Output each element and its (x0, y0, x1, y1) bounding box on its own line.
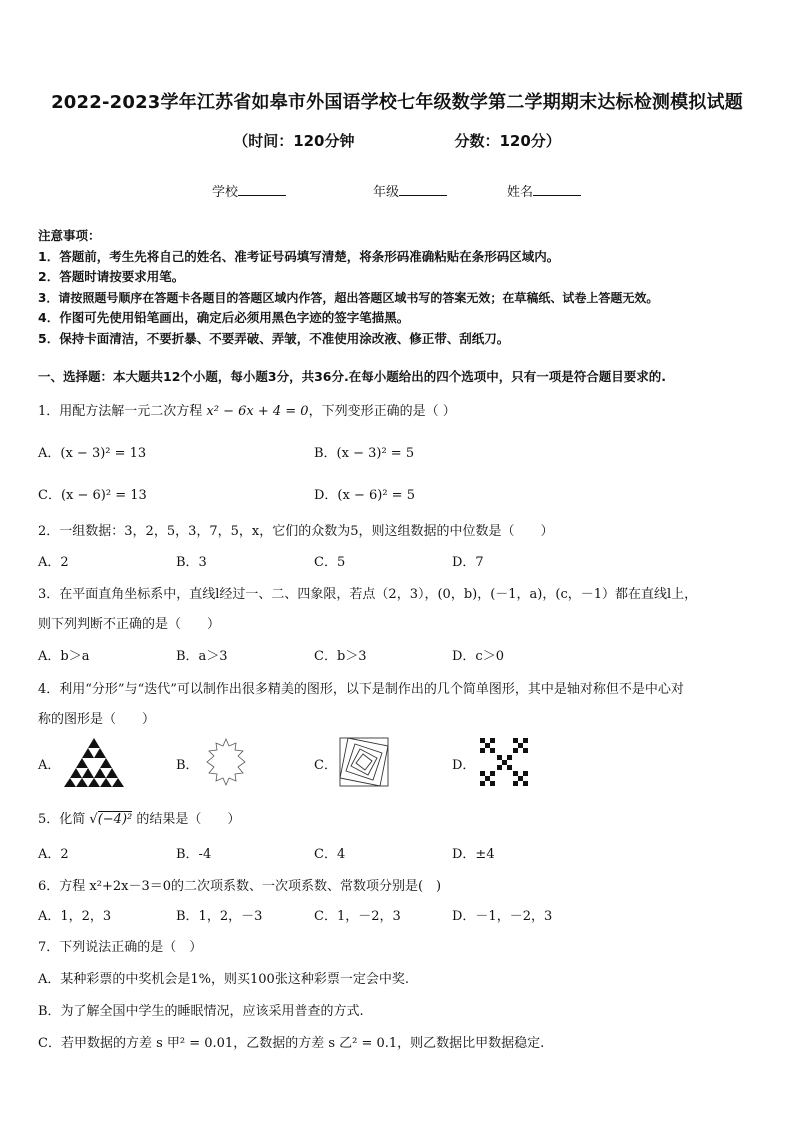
equation: x² − 6x + 4 = 0 (206, 404, 309, 419)
time-label: （时间：120分钟 (233, 132, 355, 150)
option-d[interactable]: D．±4 (452, 847, 495, 862)
sierpinski-triangle-icon (62, 736, 126, 788)
option-c[interactable]: C．1，－2，3 (314, 909, 401, 924)
option-a[interactable]: A．b＞a (38, 649, 90, 664)
name-field[interactable]: 姓名 (507, 181, 581, 200)
question-3-line-1: 3．在平面直角坐标系中，直线l经过一、二、四象限，若点（2，3），(0，b)，(－1，a)，(c，－1）都在直线l上， (38, 587, 698, 602)
option-b[interactable]: B． (176, 758, 199, 773)
question-2: 2．一组数据：3，2，5，3，7，5，x，它们的众数为5，则这组数据的中位数是（ ） (38, 524, 554, 539)
question-4-line-1: 4．利用“分形”与“迭代”可以制作出很多精美的图形，以下是制作出的几个简单图形，其中是轴对称但不是中心对 (38, 682, 684, 697)
option-d[interactable]: D．－1，－2，3 (452, 909, 553, 924)
checker-fractal-icon (478, 736, 530, 788)
option-c[interactable]: C．4 (314, 847, 346, 862)
score-label: 分数：120分） (454, 132, 561, 150)
note-item: 3．请按照题号顺序在答题卡各题目的答题区域内作答，超出答题区域书写的答案无效；在草稿纸、试卷上答题无效。 (38, 290, 659, 305)
option-b[interactable]: B．3 (176, 555, 207, 570)
option-a[interactable]: A．某种彩票的中奖机会是1%，则买100张这种彩票一定会中奖. (38, 972, 409, 987)
koch-snowflake-icon (200, 736, 252, 788)
section-heading: 一、选择题：本大题共12个小题，每小题3分，共36分.在每小题给出的四个选项中，只有一项是符合题目要求的. (38, 369, 666, 384)
option-b[interactable]: B．-4 (176, 847, 212, 862)
question-5: 5．化简 √(−4)² 的结果是（ ） (38, 812, 241, 827)
option-a[interactable]: A．2 (38, 847, 69, 862)
note-item: 1．答题前，考生先将自己的姓名、准考证号码填写清楚，将条形码准确粘贴在条形码区域内。 (38, 248, 560, 264)
grade-field[interactable]: 年级 (373, 181, 447, 200)
notes-heading: 注意事项： (38, 228, 101, 243)
option-b[interactable]: B．为了解全国中学生的睡眠情况，应该采用普查的方式. (38, 1004, 364, 1019)
option-b[interactable]: B．a＞3 (176, 649, 228, 664)
option-b[interactable]: B．1，2，－3 (176, 909, 263, 924)
note-item: 2．答题时请按要求用笔。 (38, 269, 185, 284)
notes-section (38, 226, 768, 349)
option-c[interactable]: C．b＞3 (314, 649, 367, 664)
exam-info (0, 130, 794, 151)
question-3-line-2: 则下列判断不正确的是（ ） (38, 617, 221, 632)
question-6: 6．方程 x²+2x－3＝0的二次项系数、一次项系数、常数项分别是( ) (38, 879, 442, 894)
radical-expression: √(−4)² (89, 812, 133, 827)
page-title: 2022-2023学年江苏省如皋市外国语学校七年级数学第二学期期末达标检测模拟试题 (51, 92, 743, 113)
question-7: 7．下列说法正确的是（ ） (38, 940, 203, 955)
option-d[interactable]: D． (452, 758, 476, 773)
option-c[interactable]: C．5 (314, 555, 346, 570)
note-item: 5．保持卡面清洁，不要折暴、不要弄破、弄皱，不准使用涂改液、修正带、刮纸刀。 (38, 330, 510, 346)
question-4-line-2: 称的图形是（ ） (38, 712, 156, 727)
option-c[interactable]: C．(x − 6)² = 13 (38, 488, 147, 503)
option-d[interactable]: D．(x − 6)² = 5 (314, 488, 415, 503)
nested-squares-icon (338, 736, 390, 788)
option-c[interactable]: C．若甲数据的方差 s 甲² = 0.01，乙数据的方差 s 乙² = 0.1，则乙数据比甲数据稳定. (38, 1036, 545, 1051)
option-c[interactable]: C． (314, 758, 337, 773)
option-a[interactable]: A．1，2，3 (38, 909, 112, 924)
option-a[interactable]: A． (38, 758, 61, 773)
note-item: 4．作图可先使用铅笔画出，确定后必须用黑色字迹的签字笔描黑。 (38, 310, 410, 325)
question-1: 1．用配方法解一元二次方程 x² − 6x + 4 = 0，下列变形正确的是（ ） (38, 404, 456, 419)
option-a[interactable]: A．(x − 3)² = 13 (38, 446, 147, 461)
option-b[interactable]: B．(x − 3)² = 5 (314, 446, 415, 461)
option-a[interactable]: A．2 (38, 555, 69, 570)
option-d[interactable]: D．7 (452, 555, 484, 570)
option-d[interactable]: D．c＞0 (452, 649, 504, 664)
school-field[interactable]: 学校 (212, 181, 286, 200)
